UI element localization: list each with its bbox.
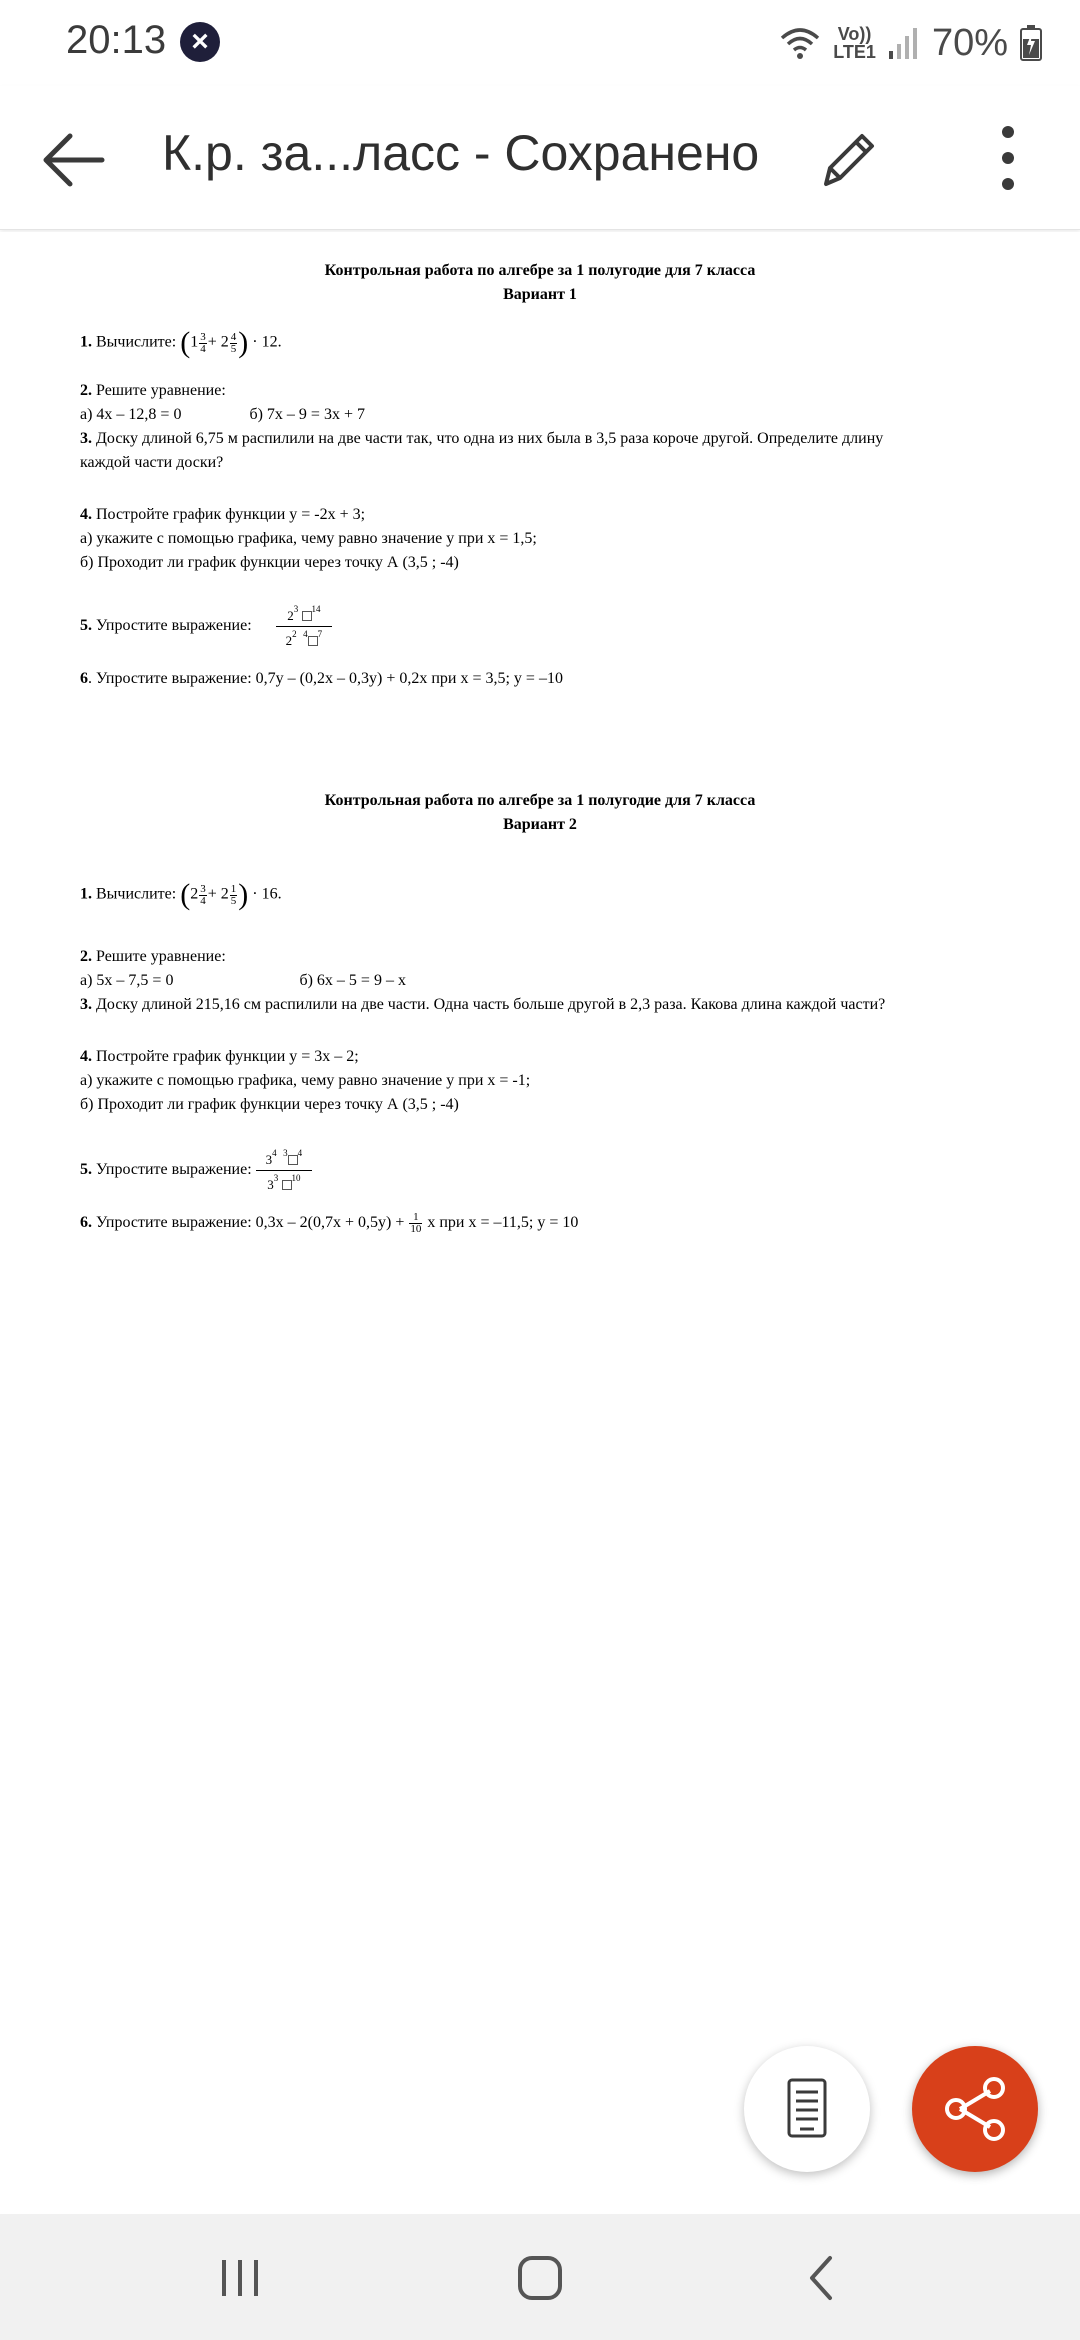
fraction-numerator: 1 (409, 1212, 422, 1224)
network-volte: Vo)) (837, 24, 872, 44)
fraction-denominator: 4 (200, 894, 206, 907)
v1-q1-whole: 1 (190, 333, 199, 351)
battery-icon (1020, 25, 1042, 61)
v2-q6-text-a: Упростите выражение: 0,3х – 2(0,7х + 0,5у) + (96, 1214, 405, 1232)
v1-q1-plus: + 2 (207, 333, 229, 351)
more-vertical-icon (978, 118, 1038, 198)
back-button[interactable] (36, 120, 116, 200)
v2-question-4 (80, 1048, 359, 1066)
v1-q2-text: Решите уравнение: (96, 382, 226, 399)
v2-q4-a: а) укажите с помощью графика, чему равно значение y при x = -1; (80, 1072, 531, 1089)
v2-q1-fraction-a (199, 884, 207, 907)
v1-q4-number: 4. (80, 506, 92, 523)
v2-q1-number: 1. (80, 885, 92, 903)
v1-question-2 (80, 382, 226, 400)
v2-question-6 (80, 1212, 578, 1235)
v1-q5-fraction (276, 604, 333, 649)
exponent: 2 (292, 629, 297, 639)
v2-q2-number: 2. (80, 948, 92, 965)
fraction-numerator: 3 (200, 330, 206, 343)
base: 3 (265, 1152, 273, 1167)
variant2-subtitle: Вариант 2 (503, 816, 577, 833)
v1-q1-fraction-a (199, 332, 207, 355)
v1-q2-b: б) 7х – 9 = 3х + 7 (249, 406, 365, 423)
signal-icon (888, 27, 920, 59)
v2-q1-plus: + 2 (207, 885, 229, 903)
v1-q2-number: 2. (80, 382, 92, 399)
v2-q1-fraction-b (230, 884, 238, 907)
missing-glyph-box (288, 1155, 298, 1165)
v2-q2-b: б) 6х – 5 = 9 – х (299, 972, 406, 989)
v1-q5-numerator (276, 604, 333, 627)
v2-q6-number: 6. (80, 1214, 92, 1232)
v1-q2-options (80, 406, 365, 424)
base: 3 (267, 1177, 274, 1192)
v1-q1-text: Вычислите: (96, 333, 177, 351)
v1-q5-number: 5. (80, 617, 92, 635)
v2-q4-b: б) Проходит ли график функции через точку А (3,5 ; -4) (80, 1096, 459, 1113)
fraction-numerator: 1 (230, 882, 237, 895)
v2-q1-whole: 2 (190, 885, 199, 903)
v2-question-2 (80, 948, 226, 966)
document-page[interactable] (0, 232, 1080, 2212)
variant1-title: Контрольная работа по алгебре за 1 полугодие для 7 класса (324, 262, 756, 279)
status-icons (779, 18, 1042, 68)
network-indicator (833, 25, 876, 61)
v1-question-6 (80, 670, 563, 688)
network-lte: LTE1 (833, 42, 876, 62)
battery-percent: 70% (931, 21, 1008, 64)
back-arrow-icon (36, 120, 116, 200)
share-icon (912, 2046, 1038, 2172)
missing-glyph-box (302, 611, 312, 621)
fraction-numerator: 4 (230, 330, 237, 343)
document-view-button[interactable] (744, 2046, 870, 2172)
v2-q6-fraction (409, 1212, 422, 1235)
missing-glyph-box (308, 636, 318, 646)
back-icon (772, 2238, 872, 2318)
base: 2 (285, 633, 293, 648)
v1-q4-b: б) Проходит ли график функции через точку А (3,5 ; -4) (80, 554, 459, 571)
v1-q1-tail: · 12. (252, 333, 282, 351)
paren-left: ( (180, 326, 191, 359)
system-back-button[interactable] (772, 2238, 872, 2318)
paren-right: ) (238, 326, 249, 359)
exponent: 7 (317, 629, 323, 639)
v1-q3-number: 3. (80, 430, 92, 447)
share-button[interactable] (912, 2046, 1038, 2172)
v2-q6-text-b: х при х = –11,5; у = 10 (427, 1214, 579, 1232)
v2-question-1 (80, 878, 282, 912)
home-button[interactable] (490, 2238, 590, 2318)
missing-glyph-box (282, 1180, 292, 1190)
status-bar (0, 0, 1080, 86)
paren-left: ( (180, 878, 191, 911)
paren-right: ) (238, 878, 249, 911)
v2-q5-fraction (256, 1148, 313, 1193)
v2-q2-text: Решите уравнение: (96, 948, 226, 965)
v2-q4-number: 4. (80, 1048, 92, 1065)
v2-question-3 (80, 996, 885, 1014)
v2-q3-text: Доску длиной 215,16 см распилили на две части. Одна часть больше другой в 2,3 раза. Какова длина каждой части? (96, 996, 886, 1013)
fraction-denominator: 10 (410, 1223, 422, 1235)
v1-q4-text: Постройте график функции y = -2x + 3; (96, 506, 366, 523)
more-options-button[interactable] (978, 118, 1038, 198)
v2-q4-text: Постройте график функции y = 3x – 2; (96, 1048, 359, 1065)
v2-q5-denominator (256, 1171, 313, 1193)
v1-q3-text-2: каждой части доски? (80, 454, 224, 471)
v2-q2-a: а) 5х – 7,5 = 0 (80, 972, 174, 989)
v2-q3-number: 3. (80, 996, 92, 1013)
v1-q4-a: а) укажите с помощью графика, чему равно значение y при x = 1,5; (80, 530, 537, 547)
v2-question-5 (80, 1148, 312, 1193)
v2-q5-number: 5. (80, 1161, 92, 1179)
v2-q1-tail: · 16. (252, 885, 282, 903)
exponent: 10 (291, 1173, 301, 1183)
fraction-denominator: 5 (230, 342, 237, 355)
variant1-subtitle: Вариант 1 (503, 286, 577, 303)
v1-q5-text: Упростите выражение: (96, 617, 252, 635)
recent-apps-button[interactable] (190, 2238, 290, 2318)
navigation-bar (0, 2214, 1080, 2340)
v2-q5-numerator (256, 1148, 313, 1171)
document-title: К.р. за...ласс - Сохранено (162, 125, 760, 181)
v2-q5-text: Упростите выражение: (96, 1161, 252, 1179)
app-bar (0, 86, 1080, 230)
v1-q6-text: . Упростите выражение: 0,7у – (0,2х – 0,3у) + 0,2х при х = 3,5; у = –10 (88, 670, 563, 687)
fraction-numerator: 3 (200, 882, 206, 895)
v1-q1-number: 1. (80, 333, 92, 351)
exponent: 3 (293, 604, 299, 614)
variant2-title: Контрольная работа по алгебре за 1 полугодие для 7 класса (324, 792, 756, 809)
v1-question-4 (80, 506, 365, 524)
v2-q2-options (80, 972, 406, 990)
v1-q2-a: а) 4х – 12,8 = 0 (80, 406, 182, 423)
edit-button[interactable] (808, 118, 888, 198)
fraction-denominator: 5 (230, 894, 237, 907)
exponent: 4 (272, 1148, 277, 1158)
wifi-icon (779, 26, 821, 60)
recent-apps-icon (190, 2238, 290, 2318)
exponent: 4 (303, 629, 308, 639)
home-icon (490, 2238, 590, 2318)
pencil-icon (808, 118, 888, 198)
v2-q1-text: Вычислите: (96, 885, 177, 903)
v1-q6-number: 6 (80, 670, 88, 687)
exponent: 3 (273, 1173, 279, 1183)
v1-question-1 (80, 326, 282, 360)
v1-q1-fraction-b (230, 332, 238, 355)
close-circle-icon: × (180, 22, 220, 62)
exponent: 4 (297, 1148, 303, 1158)
fraction-denominator: 4 (200, 342, 206, 355)
v1-q3-text-1: Доску длиной 6,75 м распилили на две части так, что одна из них была в 3,5 раза короче другой. Определите длину (96, 430, 884, 447)
document-icon (744, 2046, 870, 2172)
base: 2 (287, 608, 294, 623)
v1-question-3 (80, 430, 883, 448)
exponent: 14 (311, 604, 321, 614)
exponent: 3 (283, 1148, 288, 1158)
v1-q5-denominator (276, 627, 333, 649)
v1-question-5 (80, 604, 332, 649)
status-time: 20:13 (66, 18, 167, 62)
